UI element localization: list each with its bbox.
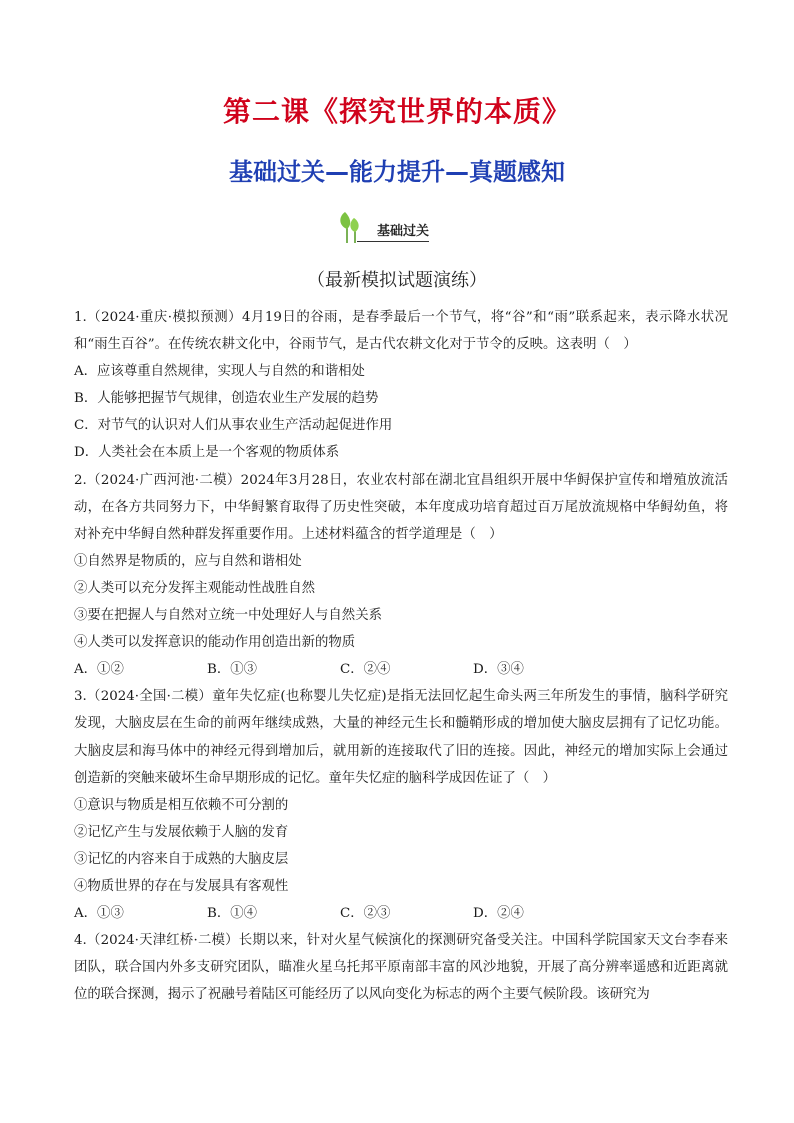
question-2-statement-4: ④人类可以发挥意识的能动作用创造出新的物质 [74,635,356,651]
badge-underline [357,241,429,242]
question-2-statement-3: ③要在把握人与自然对立统一中处理好人与自然关系 [74,608,382,624]
section-heading: （最新模拟试题演练） [307,270,487,291]
page-title: 第二课《探究世界的本质》 [222,95,571,128]
page-subtitle: 基础过关—能力提升—真题感知 [229,158,565,186]
question-2-choice-d: D．③④ [473,662,524,678]
question-list [74,304,728,1008]
question-3-choice-d: D．②④ [473,906,524,922]
question-1-stem: 1.（2024·重庆·模拟预测）4月19日的谷雨，是春季最后一个节气，将“谷”和“雨”联系起来，表示降水状况和“雨生百谷”。在传统农耕文化中，谷雨节气，是古代农耕文化对于节令的反映。这表明（ ） [74,310,728,353]
question-3-statement-4: ④物质世界的存在与发展具有客观性 [74,878,289,894]
badge-label: 基础过关 [377,224,430,239]
question-3-choice-a: A．①③ [74,906,124,922]
section-badge [333,210,429,246]
leaf-icon [333,210,371,244]
question-2-choice-a: A．①② [74,662,124,678]
question-1-option-b: B．人能够把握节气规律，创造农业生产发展的趋势 [74,391,379,407]
question-3-choices [74,900,728,927]
question-3-stem: 3.（2024·全国·二模）童年失忆症(也称婴儿失忆症)是指无法回忆起生命头两三年所发生的事情，脑科学研究发现，大脑皮层在生命的前两年继续成熟，大量的神经元生长和髓鞘形成的增加使大脑皮层拥有了记忆功能。大脑皮层和海马体中的神经元得到增加后，就用新的连接取代了旧的连接。因此，神经元的增加实际上会通过创造新的突触来破坏生命早期形成的记忆。童年失忆症的脑科学成因佐证了（ ） [74,689,728,786]
question-3-statement-2: ②记忆产生与发展依赖于人脑的发育 [74,824,289,840]
question-3-statement-1: ①意识与物质是相互依赖不可分割的 [74,797,289,813]
question-3-choice-b: B．①④ [207,906,258,922]
question-3-statement-3: ③记忆的内容来自于成熟的大脑皮层 [74,851,289,867]
question-3-choice-c: C．②③ [340,906,391,922]
question-2-choices [74,656,728,683]
question-2-statement-1: ①自然界是物质的，应与自然和谐相处 [74,553,302,569]
question-2-statement-2: ②人类可以充分发挥主观能动性战胜自然 [74,580,316,596]
question-2-stem: 2.（2024·广西河池·二模）2024年3月28日，农业农村部在湖北宜昌组织开展中华鲟保护宣传和增殖放流活动，在各方共同努力下，中华鲟繁育取得了历史性突破，本年度成功培育超过百万尾放流规格中华鲟幼鱼，将对补充中华鲟自然种群发挥重要作用。上述材料蕴含的哲学道理是（ ） [74,472,728,542]
question-2-choice-c: C．②④ [340,662,391,678]
question-1-option-c: C．对节气的认识对人们从事农业生产活动起促进作用 [74,418,393,434]
question-1-option-a: A．应该尊重自然规律，实现人与自然的和谐相处 [74,364,365,380]
question-4-stem: 4.（2024·天津红桥·二模）长期以来，针对火星气候演化的探测研究备受关注。中国科学院国家天文台李春来团队，联合国内外多支研究团队，瞄准火星乌托邦平原南部丰富的风沙地貌，开展了高分辨率遥感和近距离就位的联合探测，揭示了祝融号着陆区可能经历了以风向变化为标志的两个主要气候阶段。该研究为 [74,933,728,1003]
question-2-choice-b: B．①③ [207,662,258,678]
question-1-option-d: D．人类社会在本质上是一个客观的物质体系 [74,445,340,461]
